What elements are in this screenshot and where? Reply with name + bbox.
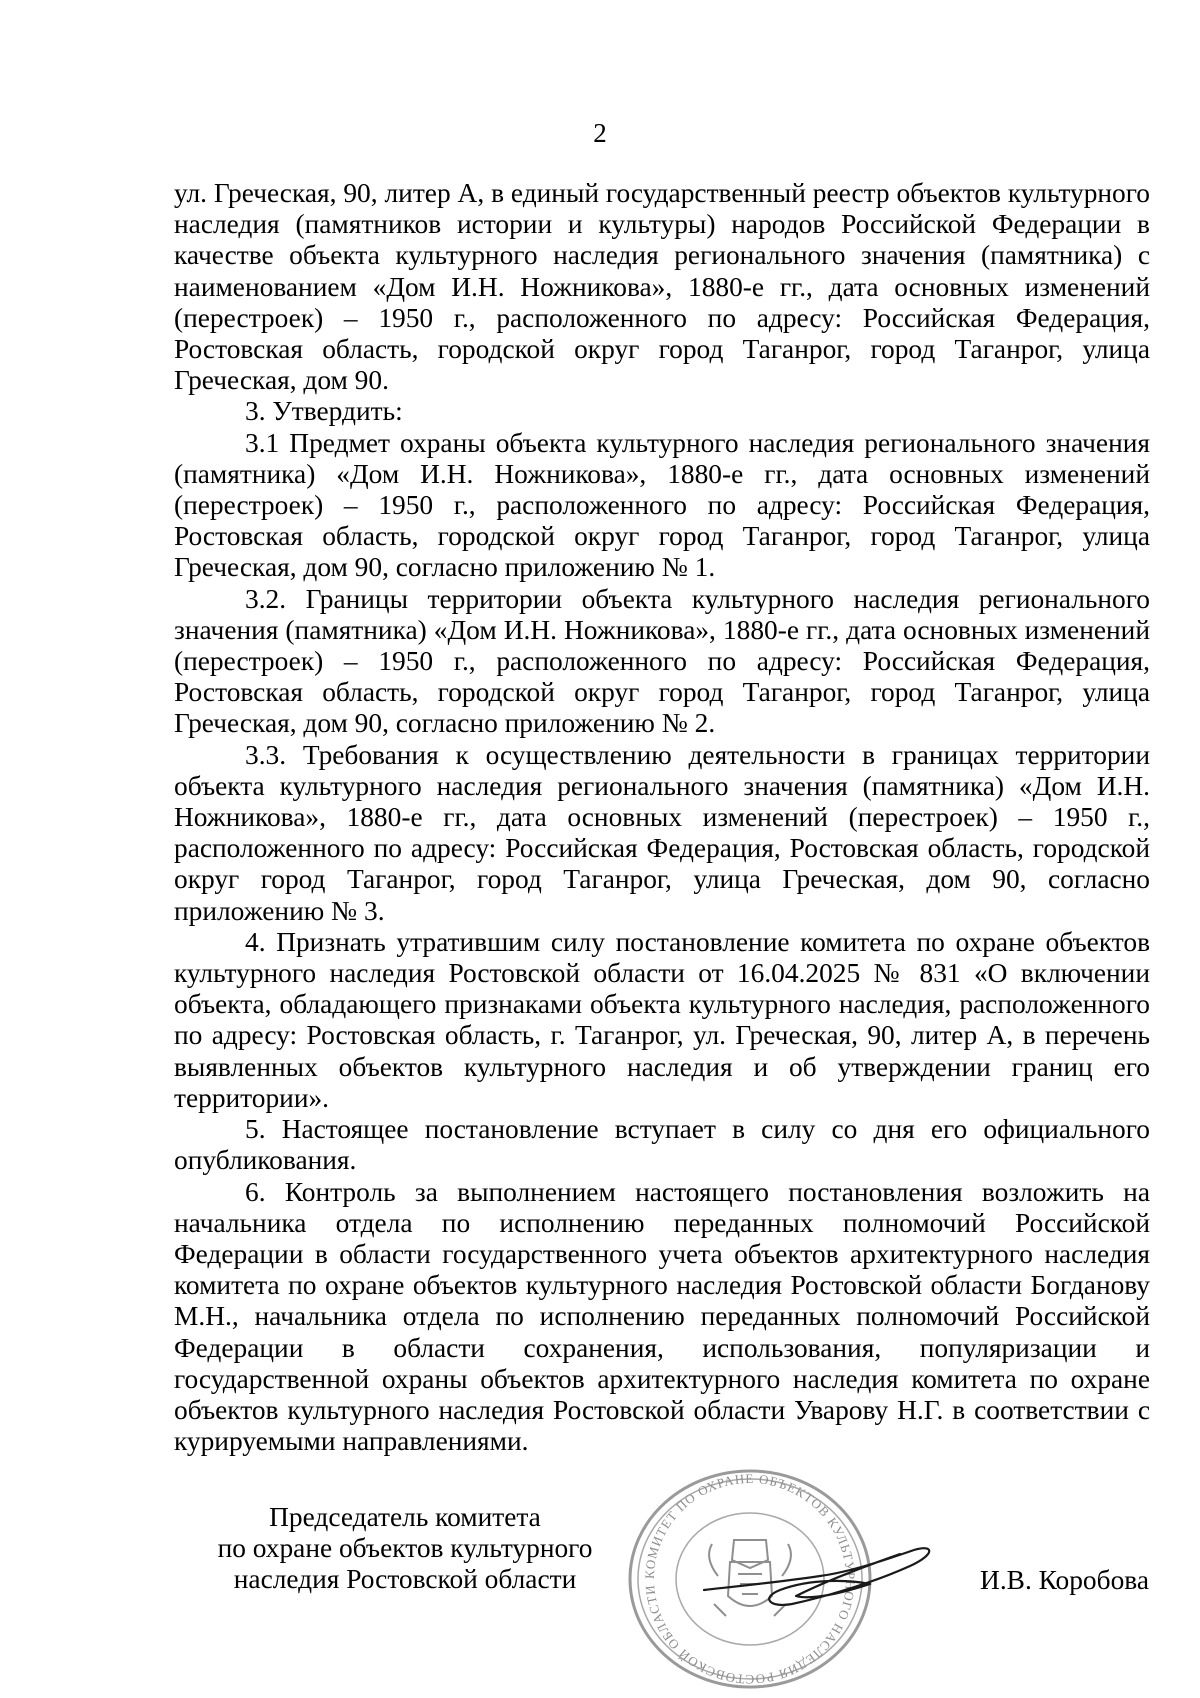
handwritten-signature-icon: [700, 1524, 940, 1634]
document-body: [174, 178, 1150, 1457]
paragraph-item-3-1: 3.1 Предмет охраны объекта культурного наследия регионального значения (памятника) «Дом И.Н. Ножникова», 1880-е гг., дата основных изменений (перестроек) – 1950 г., расположенного по адресу: Российская Федерация, Ростовская область, городской округ город Таганрог, город Таганрог, улица Греческая, дом 90, согласно приложению № 1.: [174, 427, 1150, 583]
signatory-title-line: по охране объектов культурного: [217, 1533, 593, 1564]
signatory-name: И.В. Коробова: [980, 1565, 1149, 1595]
paragraph-item-6: 6. Контроль за выполнением настоящего постановления возложить на начальника отдела по исполнению переданных полномочий Российской Федерации в области государственного учета объектов архитектурного наследия комитета по охране объектов культурного наследия Ростовской области Богданову М.Н., начальника отдела по исполнению переданных полномочий Российской Федерации в области сохранения, использования, популяризации и государственной охраны объектов архитектурного наследия комитета по охране объектов культурного наследия Ростовской области Уварову Н.Г. в соответствии с курируемыми направлениями.: [174, 1176, 1150, 1457]
page-number: 2: [593, 118, 607, 148]
paragraph-item-5: 5. Настоящее постановление вступает в силу со дня его официального опубликования.: [174, 1114, 1150, 1176]
signatory-title: [190, 1502, 620, 1596]
signatory-title-line: Председатель комитета: [269, 1502, 541, 1532]
paragraph-item-3: 3. Утвердить:: [245, 396, 403, 427]
paragraph-continuation: ул. Греческая, 90, литер А, в единый государственный реестр объектов культурного наследия (памятников истории и культуры) народов Российской Федерации в качестве объекта культурного наследия регионального значения (памятника) с наименованием «Дом И.Н. Ножникова», 1880-е гг., дата основных изменений (перестроек) – 1950 г., расположенного по адресу: Российская Федерация, Ростовская область, городской округ город Таганрог, город Таганрог, улица Греческая, дом 90.: [174, 178, 1150, 396]
seal-text: КОМИТЕТ ПО ОХРАНЕ ОБЪЕКТОВ КУЛЬТУРНОГО НАСЛЕДИЯ РОСТОВСКОЙ ОБЛАСТИ: [641, 1470, 859, 1688]
signature-block: [0, 1460, 1200, 1698]
paragraph-item-3-2: 3.2. Границы территории объекта культурного наследия регионального значения (памятника) «Дом И.Н. Ножникова», 1880-е гг., дата основных изменений (перестроек) – 1950 г., расположенного по адресу: Российская Федерация, Ростовская область, городской округ город Таганрог, город Таганрог, улица Греческая, дом 90, согласно приложению № 2.: [174, 583, 1150, 739]
signatory-title-line: наследия Ростовской области: [233, 1564, 577, 1595]
paragraph-item-3-3: 3.3. Требования к осуществлению деятельности в границах территории объекта культурного наследия регионального значения (памятника) «Дом И.Н. Ножникова», 1880-е гг., дата основных изменений (перестроек) – 1950 г., расположенного по адресу: Российская Федерация, Ростовская область, городской округ город Таганрог, город Таганрог, улица Греческая, дом 90, согласно приложению № 3.: [174, 739, 1150, 926]
paragraph-item-4: 4. Признать утратившим силу постановление комитета по охране объектов культурного наследия Ростовской области от 16.04.2025 № 831 «О включении объекта, обладающего признаками объекта культурного наследия, расположенного по адресу: Ростовская область, г. Таганрог, ул. Греческая, 90, литер А, в перечень выявленных объектов культурного наследия и об утверждении границ его территории».: [174, 926, 1150, 1113]
